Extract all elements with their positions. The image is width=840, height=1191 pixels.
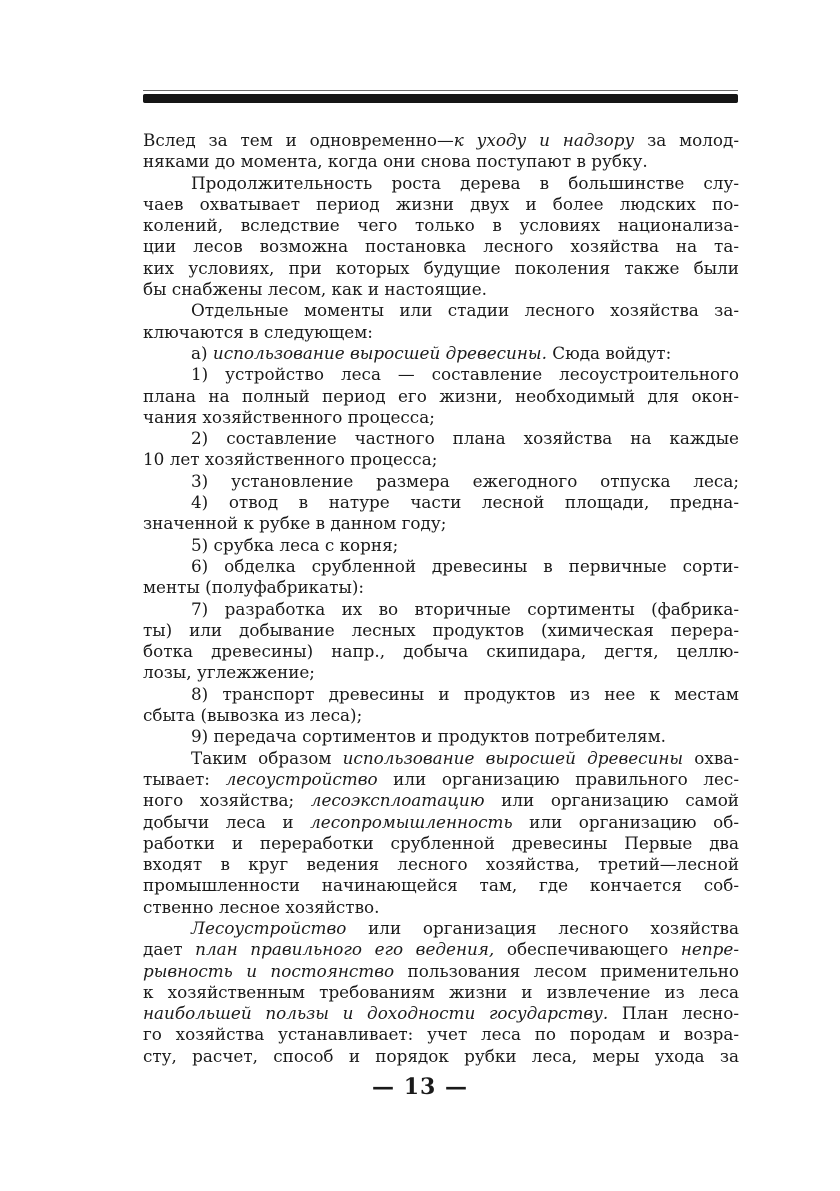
text-run: ботка древесины) напр., добыча скипидара, дегтя, целлю-	[143, 641, 739, 662]
emphasized-text: использование выросшей древесины.	[212, 342, 547, 363]
text-run: охва-	[683, 747, 739, 768]
text-run: тывает:	[143, 768, 226, 789]
text-line	[143, 300, 739, 321]
text-run: а)	[191, 342, 213, 363]
text-run: или организация лесного хозяйства	[346, 917, 739, 938]
text-run: Сюда войдут:	[546, 342, 672, 363]
text-line	[143, 428, 739, 449]
text-line	[143, 492, 739, 513]
text-run: плана на полный период его жизни, необходимый для окон-	[143, 385, 739, 406]
text-run: Таким образом	[191, 747, 343, 768]
text-run: промышленности начинающейся там, где кончается соб-	[143, 875, 739, 896]
text-run: к хозяйственным требованиям жизни и извлечение из леса	[143, 981, 739, 1002]
text-line	[143, 194, 739, 215]
text-line	[143, 790, 739, 811]
text-line	[143, 748, 739, 769]
text-line	[143, 577, 739, 598]
text-line	[143, 513, 739, 534]
text-run: дает	[143, 939, 196, 960]
text-run: обеспечивающего	[494, 939, 681, 960]
text-line	[143, 1046, 739, 1067]
text-line	[143, 833, 739, 854]
text-line	[143, 279, 739, 300]
text-run: бы снабжены лесом, как и настоящие.	[143, 279, 487, 300]
text-run: менты (полуфабрикаты):	[143, 577, 365, 598]
text-line	[143, 897, 739, 918]
emphasized-text: использование выросшей древесины	[342, 747, 684, 768]
emphasized-text: Лесоустройство	[191, 917, 347, 938]
text-run: 4) отвод в натуре части лесной площади, предна-	[191, 492, 739, 513]
text-run: или организацию об-	[512, 811, 739, 832]
text-run: 5) срубка леса с корня;	[191, 534, 399, 555]
text-line	[143, 343, 739, 364]
text-line	[143, 535, 739, 556]
text-run: работки и переработки срубленной древесины Первые два	[143, 832, 739, 853]
text-run: за молод-	[634, 130, 740, 150]
text-run: План лесно-	[608, 1003, 739, 1024]
header-rule	[143, 94, 738, 103]
text-line	[143, 386, 739, 407]
text-run: лозы, углежжение;	[143, 662, 315, 683]
text-line	[143, 854, 739, 875]
text-line	[143, 173, 739, 194]
text-run: 3) установление размера ежегодного отпуска леса;	[191, 470, 739, 491]
emphasized-text: лесопромышленность	[310, 811, 513, 832]
text-line	[143, 236, 739, 257]
emphasized-text: план правильного его ведения,	[195, 939, 495, 960]
text-line	[143, 599, 739, 620]
text-run: 9) передача сортиментов и продуктов потребителям.	[191, 726, 666, 747]
text-run: ного хозяйства;	[143, 790, 311, 811]
text-run: 8) транспорт древесины и продуктов из нее к местам	[191, 683, 739, 704]
text-line	[143, 1024, 739, 1045]
text-run: сту, расчет, способ и порядок рубки леса, меры ухода за	[143, 1045, 739, 1066]
text-line	[143, 684, 739, 705]
header-rule-thin	[143, 90, 738, 91]
body-text	[143, 130, 739, 1067]
text-run: ключаются в следующем:	[143, 321, 373, 342]
text-line	[143, 364, 739, 385]
page-number: — 13 —	[372, 1074, 468, 1100]
text-run: или организацию правильного лес-	[377, 768, 740, 789]
text-line	[143, 918, 739, 939]
text-run: или организацию самой	[484, 790, 739, 811]
text-line	[143, 812, 739, 833]
text-run: Вслед за тем и одновременно—	[143, 130, 454, 150]
text-line	[143, 875, 739, 896]
text-run: колений, вследствие чего только в условиях национализа-	[143, 215, 739, 236]
text-run: входят в круг ведения лесного хозяйства, третий—лесной	[143, 854, 739, 875]
text-run: 6) обделка срубленной древесины в первичные сорти-	[191, 555, 739, 576]
text-run: 1) устройство леса — составление лесоустроительного	[191, 364, 739, 385]
text-line	[143, 471, 739, 492]
text-line	[143, 215, 739, 236]
emphasized-text: лесоустройство	[225, 768, 378, 789]
text-run: ственно лесное хозяйство.	[143, 896, 380, 917]
text-line	[143, 620, 739, 641]
emphasized-text: наибольшей пользы и доходности государству.	[143, 1003, 609, 1024]
text-run: добычи леса и	[143, 811, 311, 832]
text-line	[143, 258, 739, 279]
text-run: ции лесов возможна постановка лесного хозяйства на та-	[143, 236, 739, 257]
text-run: 2) составление частного плана хозяйства на каждые	[191, 428, 739, 449]
text-line	[143, 151, 739, 172]
text-line	[143, 130, 739, 151]
text-run: значенной к рубке в данном году;	[143, 513, 447, 534]
text-line	[143, 769, 739, 790]
text-run: няками до момента, когда они снова поступают в рубку.	[143, 151, 648, 172]
text-line	[143, 982, 739, 1003]
text-line	[143, 726, 739, 747]
text-line	[143, 322, 739, 343]
text-line	[143, 1003, 739, 1024]
text-run: го хозяйства устанавливает: учет леса по породам и возра-	[143, 1024, 739, 1045]
text-line	[143, 407, 739, 428]
text-run: чания хозяйственного процесса;	[143, 406, 435, 427]
text-line	[143, 961, 739, 982]
emphasized-text: лесоэксплоатацию	[310, 790, 485, 811]
text-run: 10 лет хозяйственного процесса;	[143, 449, 438, 470]
text-line	[143, 705, 739, 726]
emphasized-text: к уходу и надзору	[453, 130, 635, 150]
emphasized-text: непре-	[680, 939, 740, 960]
text-line	[143, 662, 739, 683]
text-run: Отдельные моменты или стадии лесного хозяйства за-	[191, 300, 739, 321]
text-run: пользования лесом применительно	[394, 960, 739, 981]
text-run: ты) или добывание лесных продуктов (химическая перера-	[143, 619, 739, 640]
text-run: Продолжительность роста дерева в большинстве слу-	[191, 172, 739, 193]
text-line	[143, 556, 739, 577]
text-line	[143, 939, 739, 960]
text-line	[143, 641, 739, 662]
text-run: 7) разработка их во вторичные сортименты (фабрика-	[191, 598, 739, 619]
emphasized-text: рывность и постоянство	[143, 960, 395, 981]
text-run: ких условиях, при которых будущие поколения также были	[143, 257, 739, 278]
text-run: чаев охватывает период жизни двух и более людских по-	[143, 193, 739, 214]
text-line	[143, 449, 739, 470]
text-run: сбыта (вывозка из леса);	[143, 705, 363, 726]
